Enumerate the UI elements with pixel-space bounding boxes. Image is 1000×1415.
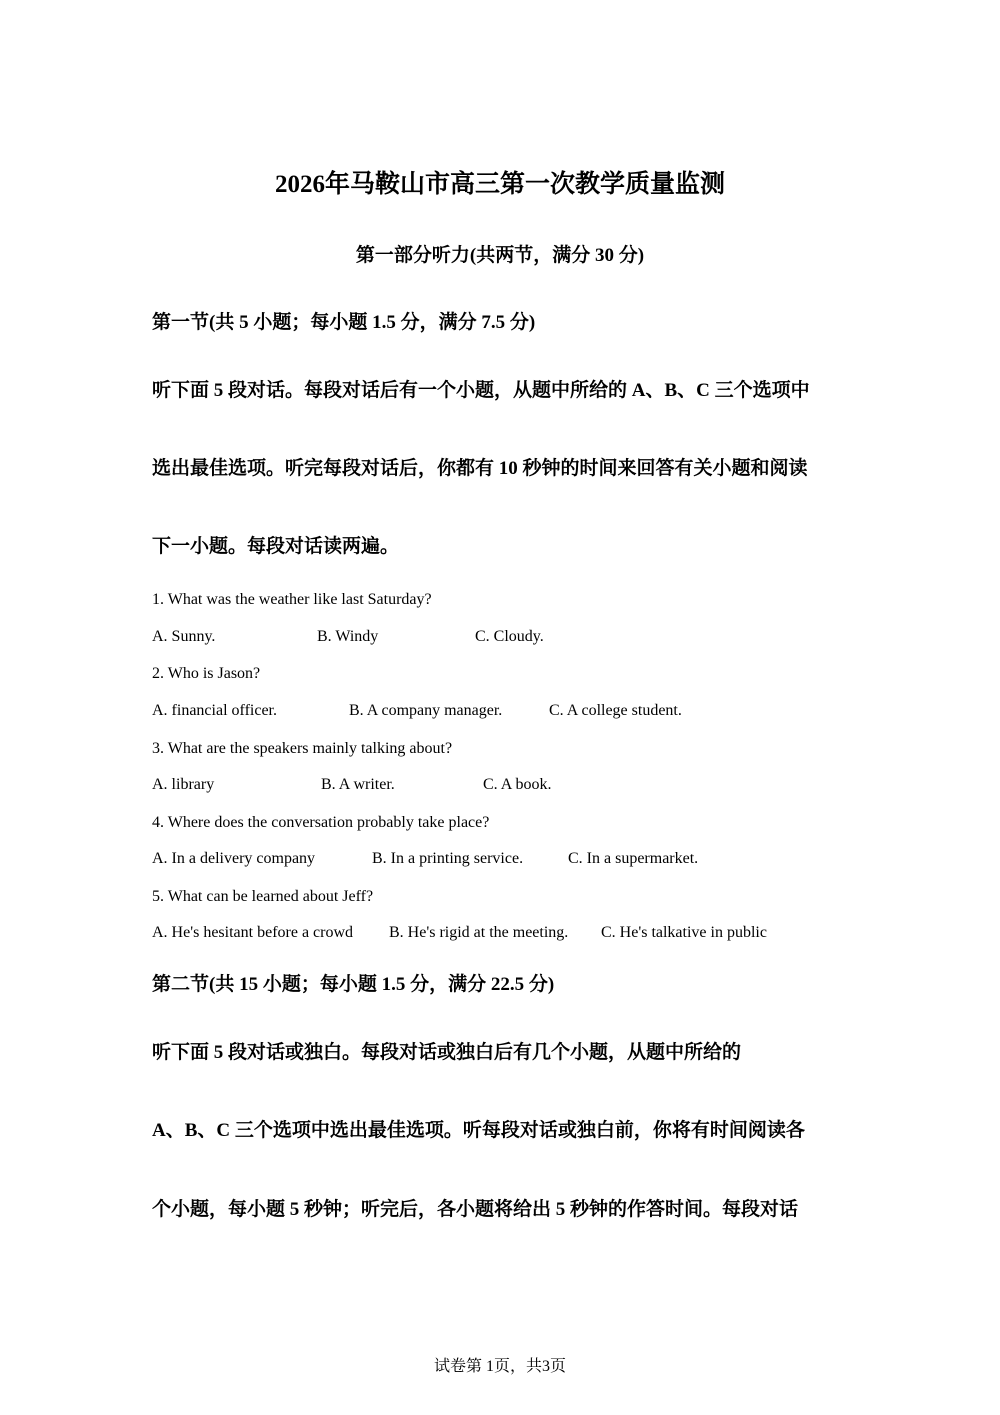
question-1-stem: 1. What was the weather like last Saturday? — [152, 591, 432, 608]
question-3-stem: 3. What are the speakers mainly talking about? — [152, 740, 453, 757]
question-5-option-a: A. He's hesitant before a crowd — [152, 924, 354, 941]
section1-instruction-line-1: 听下面 5 段对话。每段对话后有一个小题，从题中所给的 A、B、C 三个选项中 — [152, 380, 810, 401]
question-1-option-b: B. Windy — [317, 628, 379, 645]
question-4-stem: 4. Where does the conversation probably take place? — [152, 814, 490, 831]
question-2-option-a: A. financial officer. — [152, 702, 277, 719]
section2-title: 第二节(共 15 小题；每小题 1.5 分，满分 22.5 分) — [152, 974, 555, 995]
page-footer: 试卷第 1页，共3页 — [433, 1358, 566, 1375]
section2-instruction-line-3: 个小题，每小题 5 秒钟；听完后，各小题将给出 5 秒钟的作答时间。每段对话 — [152, 1199, 799, 1220]
question-5-option-c: C. He's talkative in public — [601, 924, 767, 941]
question-1-option-a: A. Sunny. — [152, 628, 216, 645]
question-4-option-b: B. In a printing service. — [372, 850, 524, 867]
question-3-option-b: B. A writer. — [321, 776, 395, 793]
question-4-option-a: A. In a delivery company — [152, 850, 316, 867]
section2-instruction-line-1: 听下面 5 段对话或独白。每段对话或独白后有几个小题，从题中所给的 — [152, 1042, 742, 1063]
part1-title: 第一部分听力(共两节，满分 30 分) — [355, 245, 645, 266]
question-4-option-c: C. In a supermarket. — [568, 850, 699, 867]
section2-instruction-line-2: A、B、C 三个选项中选出最佳选项。听每段对话或独白前，你将有时间阅读各 — [152, 1120, 805, 1141]
question-3-option-a: A. library — [152, 776, 215, 793]
question-5-stem: 5. What can be learned about Jeff? — [152, 888, 374, 905]
question-2-option-c: C. A college student. — [549, 702, 682, 719]
question-2-option-b: B. A company manager. — [349, 702, 503, 719]
section1-title: 第一节(共 5 小题；每小题 1.5 分，满分 7.5 分) — [152, 312, 536, 333]
question-5-option-b: B. He's rigid at the meeting. — [389, 924, 569, 941]
exam-title: 2026年马鞍山市高三第一次教学质量监测 — [274, 171, 725, 198]
question-1-option-c: C. Cloudy. — [475, 628, 544, 645]
question-3-option-c: C. A book. — [483, 776, 552, 793]
section1-instruction-line-3: 下一小题。每段对话读两遍。 — [152, 536, 400, 557]
section1-instruction-line-2: 选出最佳选项。听完每段对话后，你都有 10 秒钟的时间来回答有关小题和阅读 — [152, 458, 808, 479]
question-2-stem: 2. Who is Jason? — [152, 665, 261, 682]
